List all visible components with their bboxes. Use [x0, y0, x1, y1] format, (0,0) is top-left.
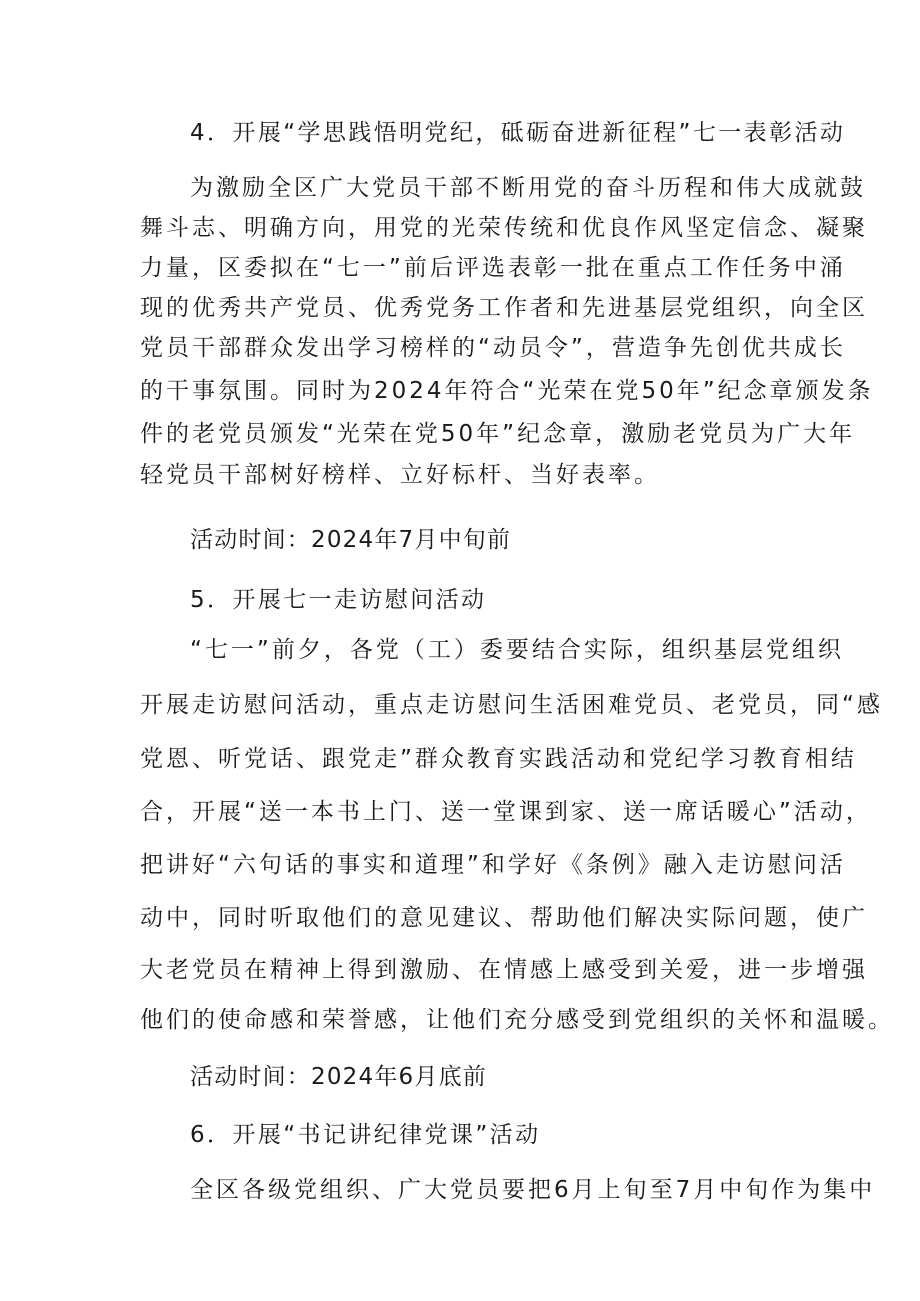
section-5-paragraph-line: 合，开展“送一本书上门、送一堂课到家、送一席话暖心”活动， — [140, 799, 872, 825]
section-5-paragraph-line: 他们的使命感和荣誉感，让他们充分感受到党组织的关怀和温暖。 — [140, 1007, 894, 1033]
section-5-activity-time: 活动时间：2024年6月底前 — [190, 1064, 487, 1090]
section-6-paragraph-line: 全区各级党组织、广大党员要把6月上旬至7月中旬作为集中 — [190, 1177, 876, 1203]
section-5-paragraph-line: “七一”前夕，各党（工）委要结合实际，组织基层党组织 — [190, 637, 844, 663]
section-4-paragraph-line: 为激励全区广大党员干部不断用党的奋斗历程和伟大成就鼓 — [190, 175, 866, 201]
section-5-paragraph-line: 大老党员在精神上得到激励、在情感上感受到关爱，进一步增强 — [140, 957, 868, 983]
section-4-paragraph-line: 舞斗志、明确方向，用党的光荣传统和优良作风坚定信念、凝聚 — [140, 215, 868, 241]
section-6-heading: 6．开展“书记讲纪律党课”活动 — [190, 1122, 541, 1148]
section-4-paragraph-line: 党员干部群众发出学习榜样的“动员令”，营造争先创优共成长 — [140, 335, 846, 361]
section-5-paragraph-line: 开展走访慰问活动，重点走访慰问生活困难党员、老党员，同“感 — [140, 692, 883, 718]
section-4-paragraph-line: 现的优秀共产党员、优秀党务工作者和先进基层党组织，向全区 — [140, 295, 868, 321]
section-4-activity-time: 活动时间：2024年7月中旬前 — [190, 527, 512, 553]
section-4-heading: 4．开展“学思践悟明党纪，砥砺奋进新征程”七一表彰活动 — [190, 120, 846, 146]
section-4-paragraph-line: 轻党员干部树好榜样、立好标杆、当好表率。 — [140, 462, 660, 488]
section-5-heading: 5．开展七一走访慰问活动 — [190, 587, 487, 613]
section-5-paragraph-line: 把讲好“六句话的事实和道理”和学好《条例》融入走访慰问活 — [140, 852, 846, 878]
section-5-paragraph-line: 动中，同时听取他们的意见建议、帮助他们解决实际问题，使广 — [140, 905, 868, 931]
section-5-paragraph-line: 党恩、听党话、跟党走”群众教育实践活动和党纪学习教育相结 — [140, 746, 857, 772]
section-4-paragraph-line: 件的老党员颁发“光荣在党50年”纪念章，激励老党员为广大年 — [140, 421, 856, 447]
section-4-paragraph-line: 的干事氛围。同时为2024年符合“光荣在党50年”纪念章颁发条 — [140, 378, 874, 404]
section-4-paragraph-line: 力量，区委拟在“七一”前后评选表彰一批在重点工作任务中涌 — [140, 255, 846, 281]
